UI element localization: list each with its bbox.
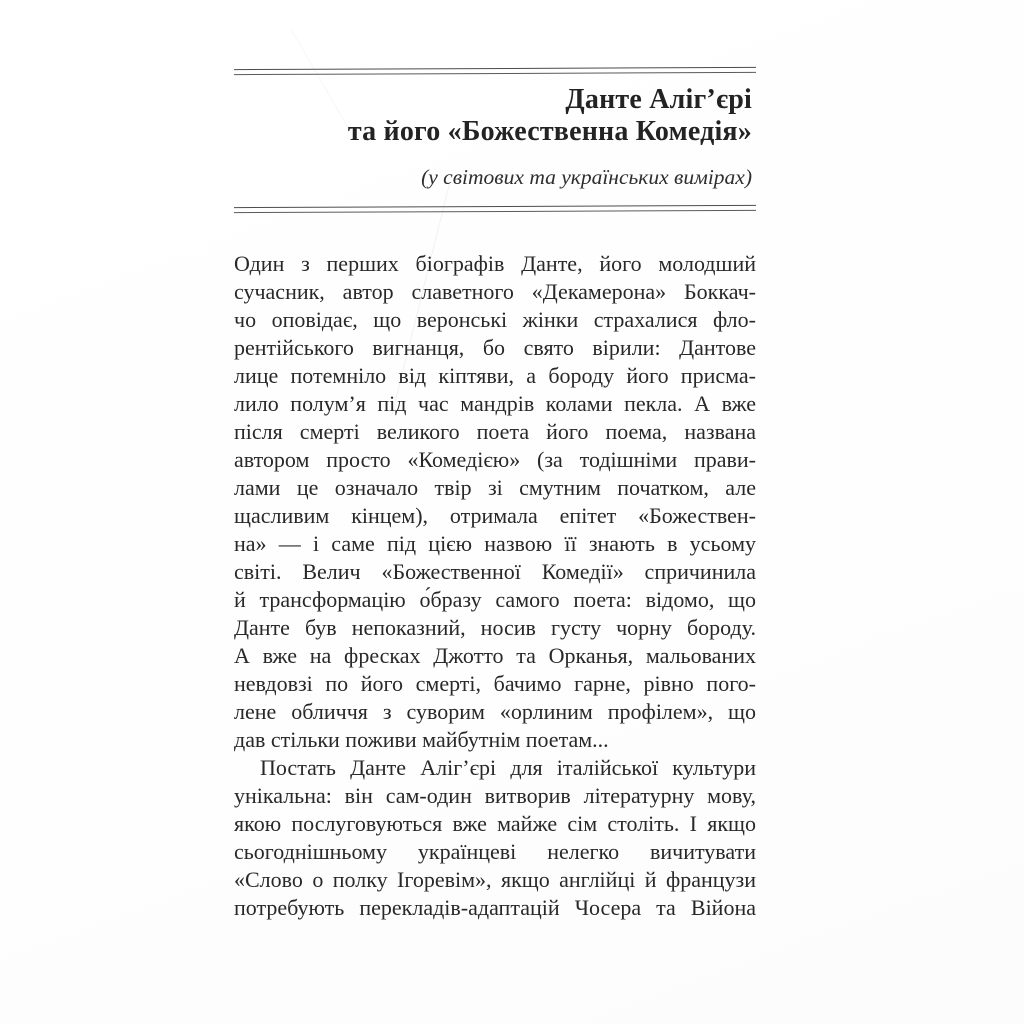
text-line: унікальна: він сам-один витворив літературну мову, xyxy=(234,783,756,808)
chapter-title-line-2: та його «Божественна Комедія» xyxy=(347,116,752,147)
text-line: лами це означало твір зі смутним початком, але xyxy=(234,475,756,500)
body-text xyxy=(234,250,756,922)
text-line: Постать Данте Аліг’єрі для італійської культури xyxy=(260,755,756,780)
text-line: лило полум’я під час мандрів колами пекла. А вже xyxy=(234,391,756,416)
text-line: А вже на фресках Джотто та Орканья, мальованих xyxy=(234,643,756,668)
text-line: сучасник, автор славетного «Декамерона» Боккач- xyxy=(234,279,756,304)
paragraph xyxy=(234,250,756,754)
chapter-subtitle: (у світових та українських вимірах) xyxy=(421,165,752,189)
chapter-title-line-1: Данте Аліг’єрі xyxy=(565,84,752,115)
text-line: невдовзі по його смерті, бачимо гарне, рівно пого- xyxy=(234,671,756,696)
content-column xyxy=(234,0,756,1024)
text-line: автором просто «Комедією» (за тодішніми прави- xyxy=(234,447,756,472)
paragraph xyxy=(234,754,756,922)
text-line: сьогоднішньому українцеві нелегко вичитувати xyxy=(234,839,756,864)
text-line: Один з перших біографів Данте, його молодший xyxy=(234,251,756,276)
text-line: після смерті великого поета його поема, названа xyxy=(234,419,756,444)
text-line: потребують перекладів-адаптацій Чосера та Війона xyxy=(234,895,756,920)
text-line: лице потемніло від кіптяви, а бороду його присма- xyxy=(234,363,756,388)
text-line: лене обличчя з суворим «орлиним профілем», що xyxy=(234,699,756,724)
text-line: й трансформацію о́бразу самого поета: відомо, що xyxy=(234,587,756,612)
text-line: дав стільки поживи майбутнім поетам... xyxy=(234,727,609,752)
text-line: світі. Велич «Божественної Комедії» спричинила xyxy=(234,559,756,584)
text-line: якою послуговуються вже майже сім століть. І якщо xyxy=(234,811,756,836)
text-line: на» — і саме під цією назвою її знають в усьому xyxy=(234,531,756,556)
double-rule-top xyxy=(234,67,756,75)
double-rule-bottom xyxy=(234,205,756,213)
chapter-title xyxy=(234,84,752,148)
text-line: Данте був непоказний, носив густу чорну бороду. xyxy=(234,615,756,640)
text-line: рентійського вигнанця, бо свято вірили: Дантове xyxy=(234,335,756,360)
text-line: чо оповідає, що веронські жінки страхалися фло- xyxy=(234,307,756,332)
text-line: «Слово о полку Ігоревім», якщо англійці й французи xyxy=(234,867,756,892)
text-line: щасливим кінцем), отримала епітет «Божествен- xyxy=(234,503,756,528)
